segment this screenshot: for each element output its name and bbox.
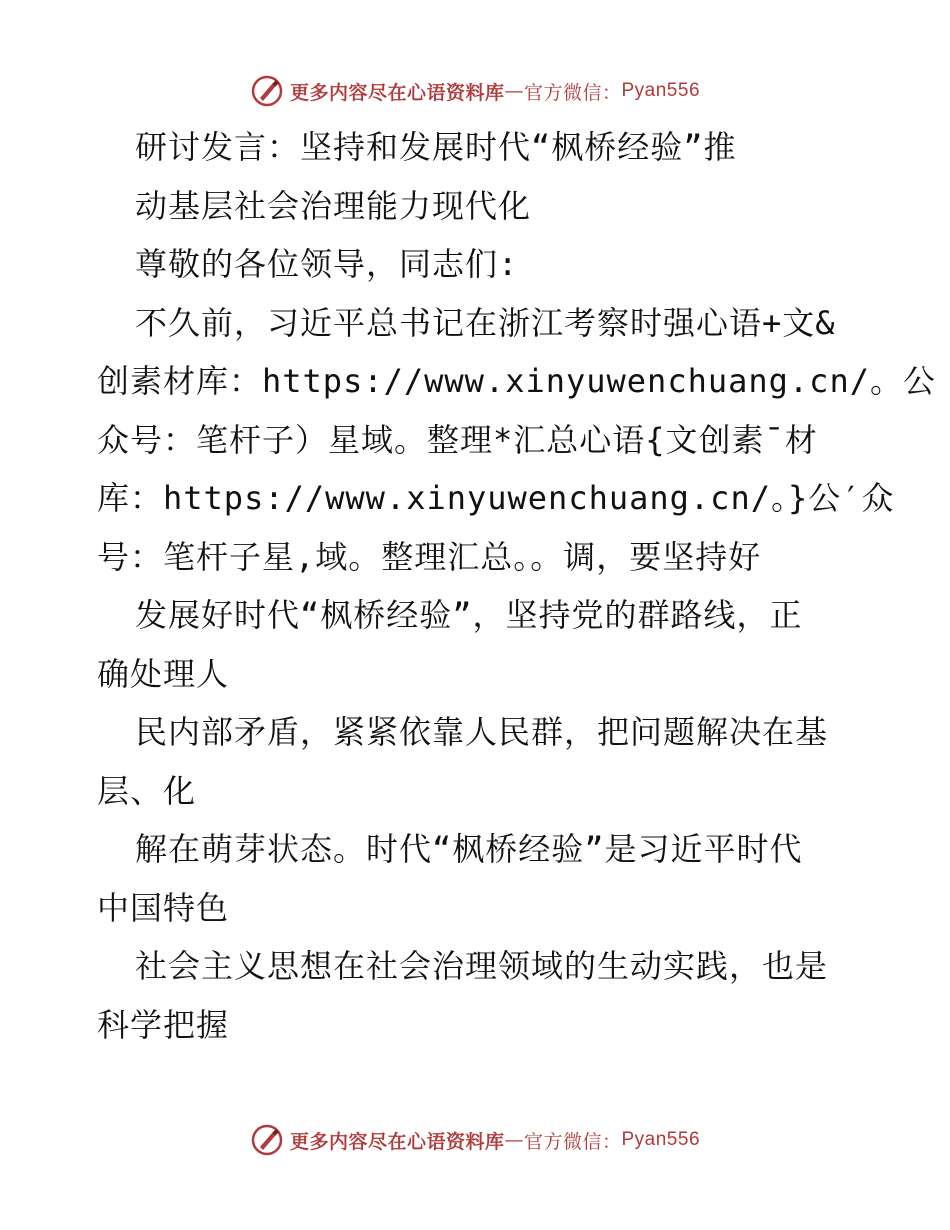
banner-wechat-label: 官方微信：	[523, 81, 622, 104]
footer-banner	[0, 1120, 950, 1160]
header-banner	[0, 71, 950, 111]
text-line: 确处理人	[97, 654, 230, 693]
pen-circle-logo-icon	[250, 1123, 284, 1157]
banner-brand-text: 更多内容尽在心语资料库	[289, 81, 505, 104]
text-line: 尊敬的各位领导，同志们:	[135, 245, 519, 283]
text-line: 民内部矛盾，紧紧依靠人民群，把问题解决在基	[135, 713, 829, 751]
banner-wechat-id: Pyan556	[621, 80, 701, 101]
text-line: 众号：笔杆子）星域。整理*汇总心语{文创素¯材	[97, 420, 818, 459]
text-line: 不久前，习近平总书记在浙江考察时强心语+文&	[135, 303, 836, 342]
text-line: 研讨发言：坚持和发展时代“枫桥经验”推	[135, 128, 737, 166]
pen-circle-logo-icon	[250, 74, 284, 108]
text-line: 创素材库：https://www.xinyuwenchuang.cn/。公	[97, 362, 936, 400]
banner-brand-text: 更多内容尽在心语资料库	[289, 1130, 505, 1153]
banner-separator: —	[504, 1129, 524, 1151]
text-line: 社会主义思想在社会治理领域的生动实践，也是	[135, 947, 829, 985]
text-line: 层、化	[97, 771, 197, 810]
text-line: 号：笔杆子星,域。整理汇总。。调，要坚持好	[97, 537, 762, 576]
text-line: 动基层社会治理能力现代化	[135, 186, 532, 225]
banner-separator: —	[504, 80, 524, 102]
document-body	[97, 118, 936, 1054]
text-line: 发展好时代“枫桥经验”，坚持党的群路线，正	[135, 596, 803, 634]
text-line: 库：https://www.xinyuwenchuang.cn/。}公′众	[97, 479, 895, 517]
text-line: 解在萌芽状态。时代“枫桥经验”是习近平时代	[135, 830, 803, 868]
banner-wechat-id: Pyan556	[621, 1129, 701, 1150]
text-line: 中国特色	[97, 888, 230, 927]
text-line: 科学把握	[97, 1005, 230, 1044]
banner-wechat-label: 官方微信：	[523, 1130, 622, 1153]
